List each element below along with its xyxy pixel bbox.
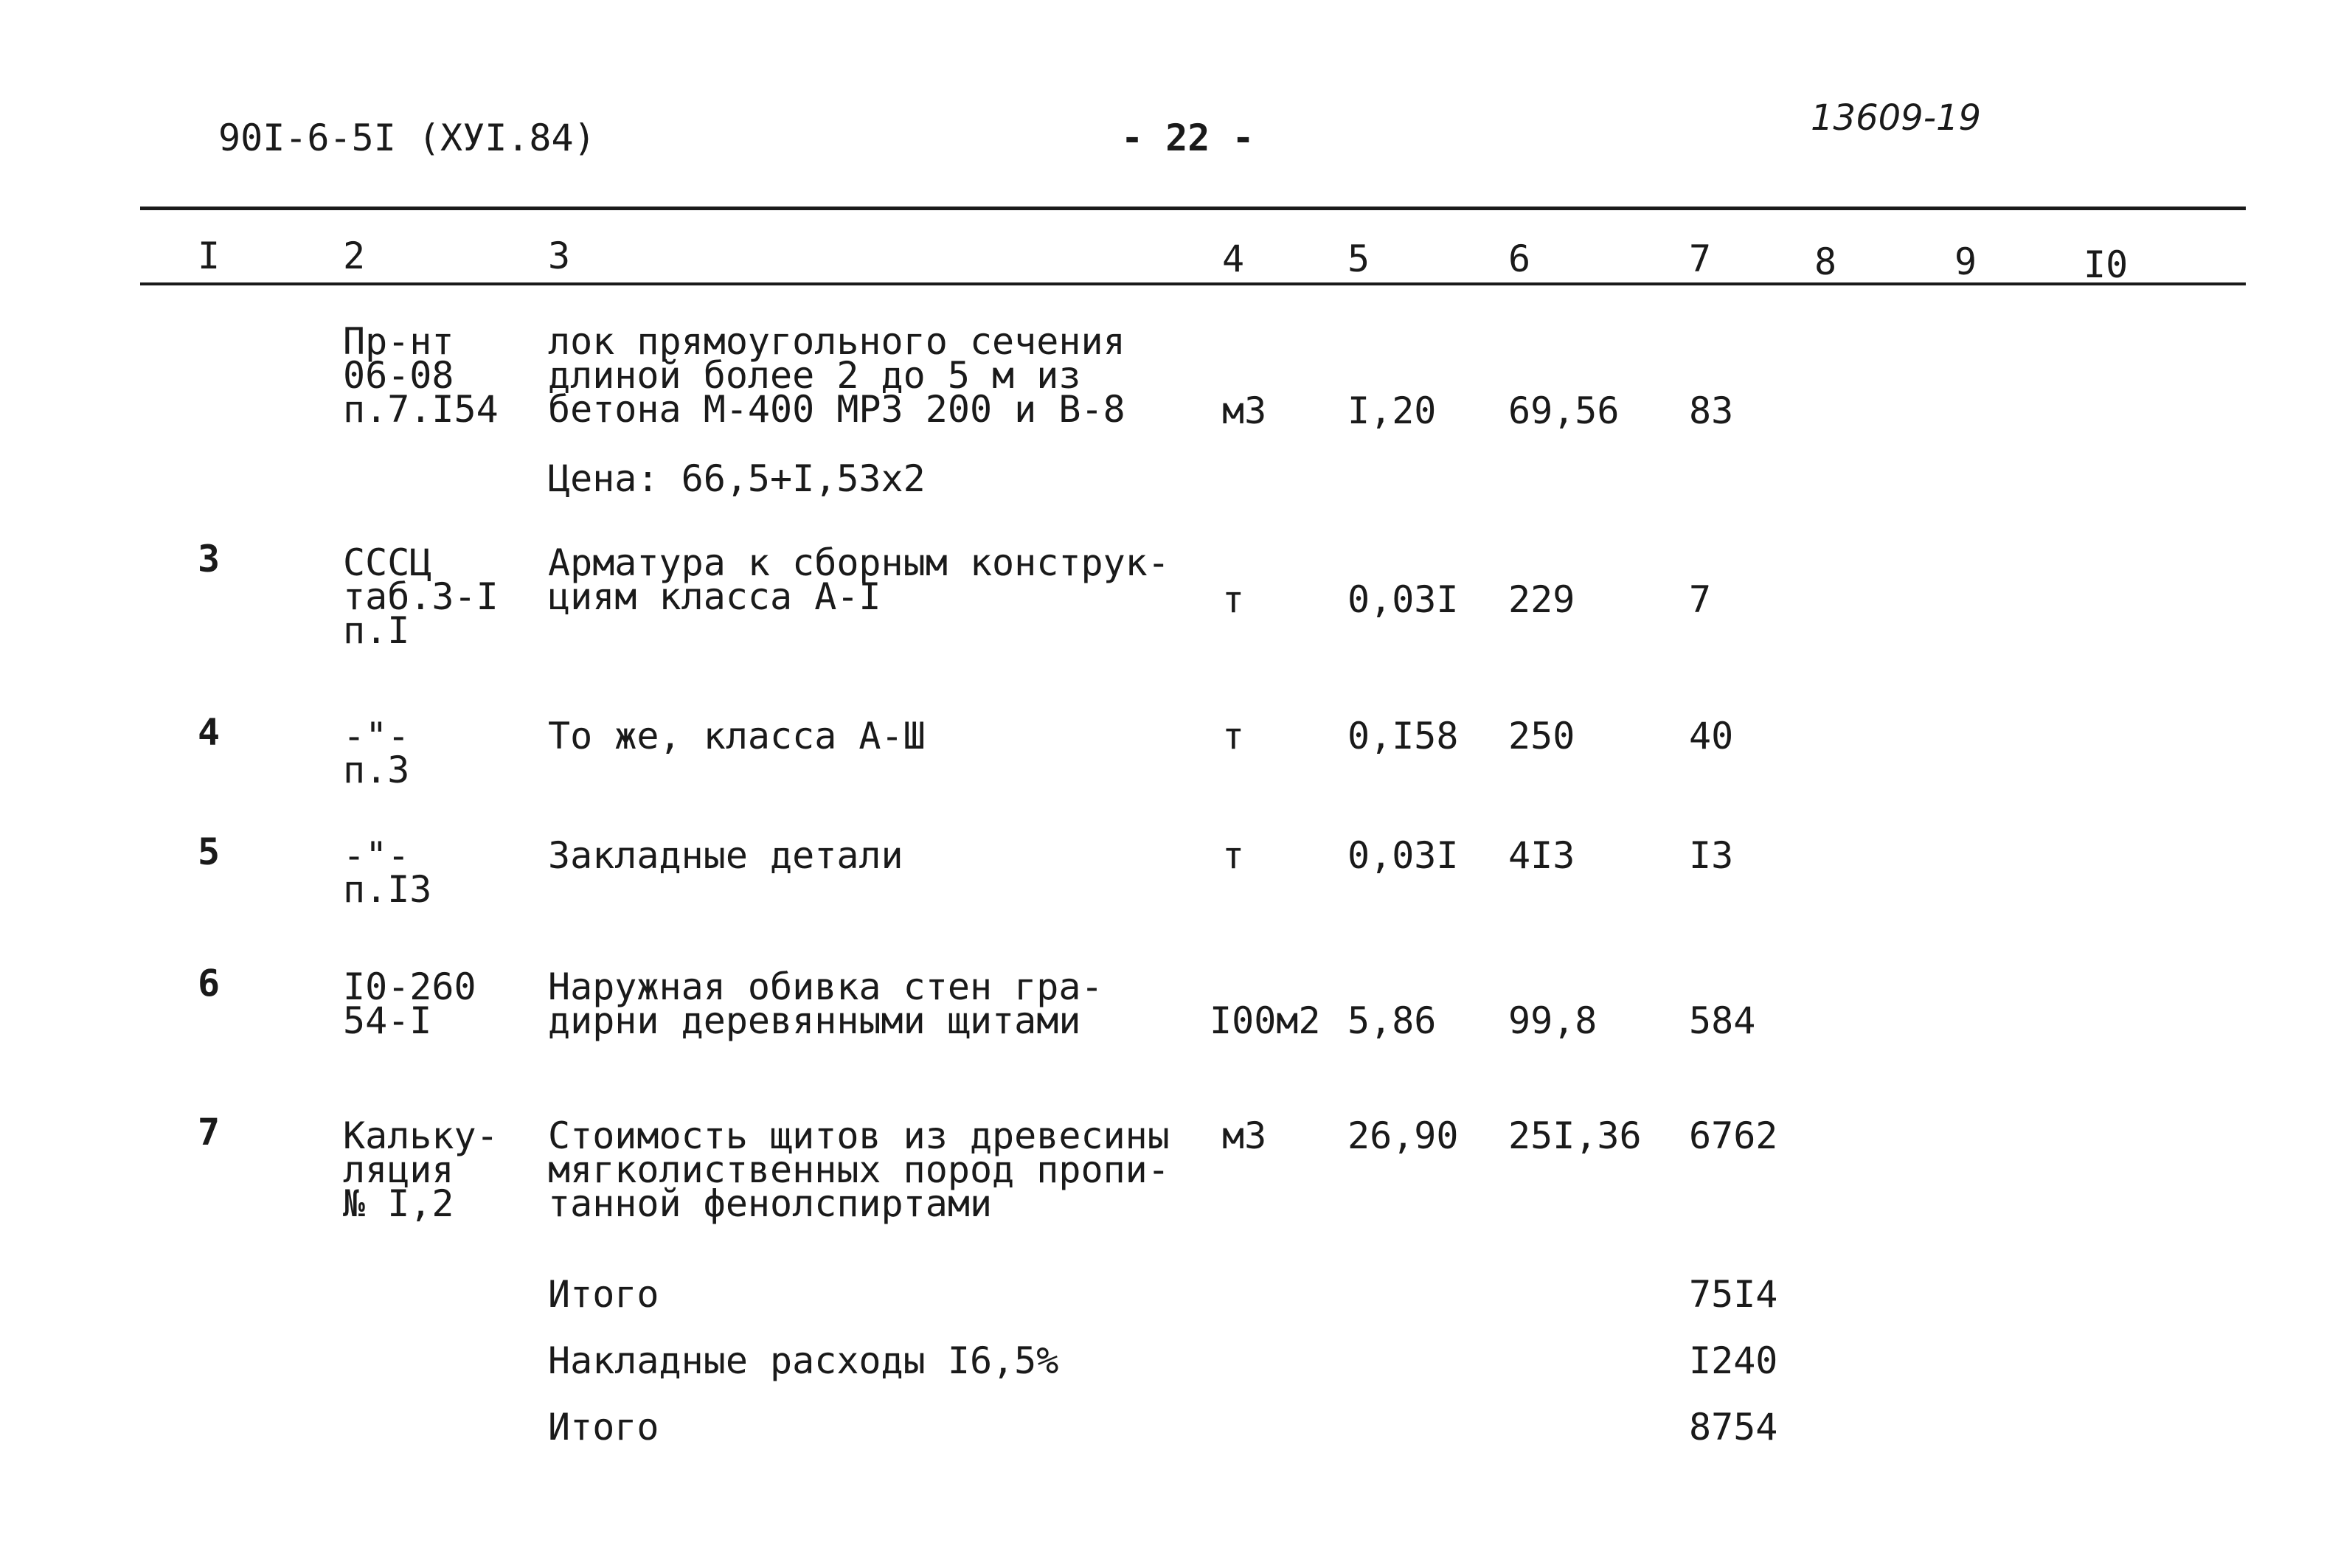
row-total: 83: [1689, 389, 1734, 432]
column-number: 5: [1347, 237, 1370, 280]
row-unit: м3: [1222, 389, 1267, 432]
row-total: 7: [1689, 578, 1712, 621]
row-quantity: I,20: [1347, 389, 1437, 432]
row-quantity: 0,03I: [1347, 834, 1459, 877]
summary-label: Накладные расходы I6,5%: [548, 1339, 1059, 1382]
row-description: Арматура к сборным конструк- циям класса А-I: [548, 541, 1170, 618]
row-description: Стоимость щитов из древесины мягколиственных пород пропи- танной фенолспиртами: [548, 1114, 1170, 1225]
sheet-reference: 13609-19: [1811, 97, 1982, 139]
row-quantity: 0,03I: [1347, 578, 1459, 621]
row-description: лок прямоугольного сечения длиной более 2 до 5 м из бетона М-400 МРЗ 200 и В-8: [548, 320, 1125, 431]
row-number: 3: [198, 538, 221, 580]
row-code: -"- п.3: [343, 715, 410, 791]
summary-label: Итого: [548, 1406, 659, 1449]
row-description: То же, класса А-Ш: [548, 715, 926, 757]
row-number: 7: [198, 1111, 221, 1154]
page-number: - 22 -: [1121, 117, 1255, 159]
column-number: 3: [548, 235, 571, 277]
row-description: Наружная обивка стен гра- дирни деревянными щитами: [548, 965, 1103, 1042]
row-number: 6: [198, 962, 221, 1005]
row-code: Пр-нт 06-08 п.7.I54: [343, 320, 499, 431]
row-quantity: 26,90: [1347, 1114, 1459, 1157]
column-number: 6: [1508, 237, 1531, 280]
row-total: 40: [1689, 715, 1734, 757]
row-total: 6762: [1689, 1114, 1778, 1157]
row-unit: т: [1222, 578, 1245, 621]
row-price: 69,56: [1508, 389, 1620, 432]
row-total: 584: [1689, 999, 1756, 1042]
row-unit: т: [1222, 834, 1245, 877]
summary-label: Итого: [548, 1273, 659, 1316]
column-number: 2: [343, 235, 366, 277]
row-price: 99,8: [1508, 999, 1598, 1042]
row-quantity: 0,I58: [1347, 715, 1459, 757]
column-number: 7: [1689, 237, 1712, 280]
summary-value: 75I4: [1689, 1273, 1778, 1316]
row-number: 4: [198, 711, 221, 754]
column-number: 4: [1222, 237, 1245, 280]
document-code: 90I-6-5I (XУI.84): [218, 117, 596, 159]
table-header-rule: [140, 282, 2246, 285]
row-price: 229: [1508, 578, 1575, 621]
row-code: I0-260 54-I: [343, 965, 476, 1042]
row-code: Кальку- ляция № I,2: [343, 1114, 499, 1225]
summary-value: I240: [1689, 1339, 1778, 1382]
row-quantity: 5,86: [1347, 999, 1437, 1042]
column-number: I0: [2084, 243, 2129, 286]
row-price: 250: [1508, 715, 1575, 757]
row-price: 4I3: [1508, 834, 1575, 877]
row-total: I3: [1689, 834, 1734, 877]
row-code: СССЦ таб.3-I п.I: [343, 541, 499, 652]
column-number: I: [198, 235, 221, 277]
column-number: 8: [1814, 240, 1837, 283]
row-number: 5: [198, 830, 221, 873]
price-note: Цена: 66,5+I,53x2: [548, 457, 926, 500]
summary-value: 8754: [1689, 1406, 1778, 1449]
row-unit: т: [1222, 715, 1245, 757]
row-unit: м3: [1222, 1114, 1267, 1157]
table-top-rule: [140, 207, 2246, 210]
column-number: 9: [1954, 240, 1977, 283]
row-unit: I00м2: [1210, 999, 1321, 1042]
row-description: Закладные детали: [548, 834, 903, 877]
row-price: 25I,36: [1508, 1114, 1642, 1157]
row-code: -"- п.I3: [343, 834, 432, 911]
